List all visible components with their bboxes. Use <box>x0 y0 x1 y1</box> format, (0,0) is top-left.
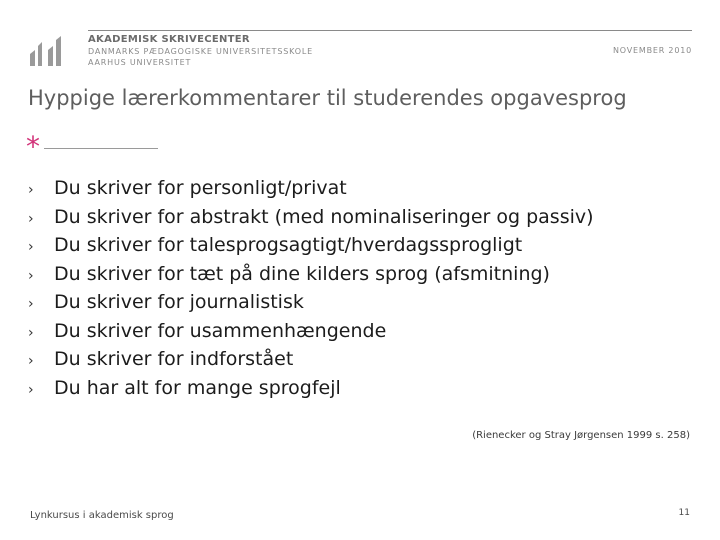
logo-bar-2 <box>38 42 42 66</box>
bullet-item <box>28 231 594 260</box>
bullet-marker: › <box>28 353 34 369</box>
bullet-text: Du skriver for indforstået <box>54 348 294 370</box>
bullet-item <box>28 345 594 374</box>
bullet-item <box>28 374 594 403</box>
header-date: NOVEMBER 2010 <box>613 46 692 55</box>
logo-bar-3 <box>48 46 53 66</box>
org-block <box>88 35 313 67</box>
logo-bar-4 <box>56 36 61 66</box>
bullet-item <box>28 203 594 232</box>
page-number: 11 <box>678 508 690 518</box>
bullet-text: Du skriver for abstrakt (med nominaliseringer og passiv) <box>54 205 594 228</box>
bullet-marker: › <box>28 296 34 312</box>
bullet-text: Du skriver for talesprogsagtigt/hverdagssprogligt <box>54 234 523 256</box>
bullet-text: Du skriver for personligt/privat <box>54 177 347 199</box>
bullet-text: Du skriver for journalistisk <box>54 291 304 313</box>
org-name: AKADEMISK SKRIVECENTER <box>88 34 250 45</box>
asterisk-icon: * <box>26 130 40 163</box>
bullet-marker: › <box>28 210 34 227</box>
bullet-list <box>28 174 594 402</box>
bullet-item <box>28 260 594 289</box>
au-logo-icon <box>28 32 68 66</box>
bullet-item <box>28 317 594 346</box>
logo-bar-1 <box>30 50 35 66</box>
slide-title: Hyppige lærerkommentarer til studerendes opgavesprog <box>28 86 627 110</box>
bullet-item <box>28 288 594 317</box>
bullet-text: Du har alt for mange sprogfejl <box>54 376 341 399</box>
bullet-marker: › <box>28 381 34 398</box>
bullet-text: Du skriver for tæt på dine kilders sprog (afsmitning) <box>54 262 550 285</box>
header-rule <box>88 30 692 31</box>
bullet-text: Du skriver for usammenhængende <box>54 319 387 342</box>
org-line-2: AARHUS UNIVERSITET <box>88 58 192 67</box>
footer-course-name: Lynkursus i akademisk sprog <box>30 510 174 521</box>
citation: (Rienecker og Stray Jørgensen 1999 s. 258) <box>472 430 690 441</box>
org-line-1: DANMARKS PÆDAGOGISKE UNIVERSITETSSKOLE <box>88 47 313 56</box>
bullet-marker: › <box>28 182 34 198</box>
bullet-marker: › <box>28 239 34 255</box>
bullet-item <box>28 174 594 203</box>
title-underline <box>44 148 158 149</box>
bullet-marker: › <box>28 267 34 284</box>
bullet-marker: › <box>28 324 34 341</box>
